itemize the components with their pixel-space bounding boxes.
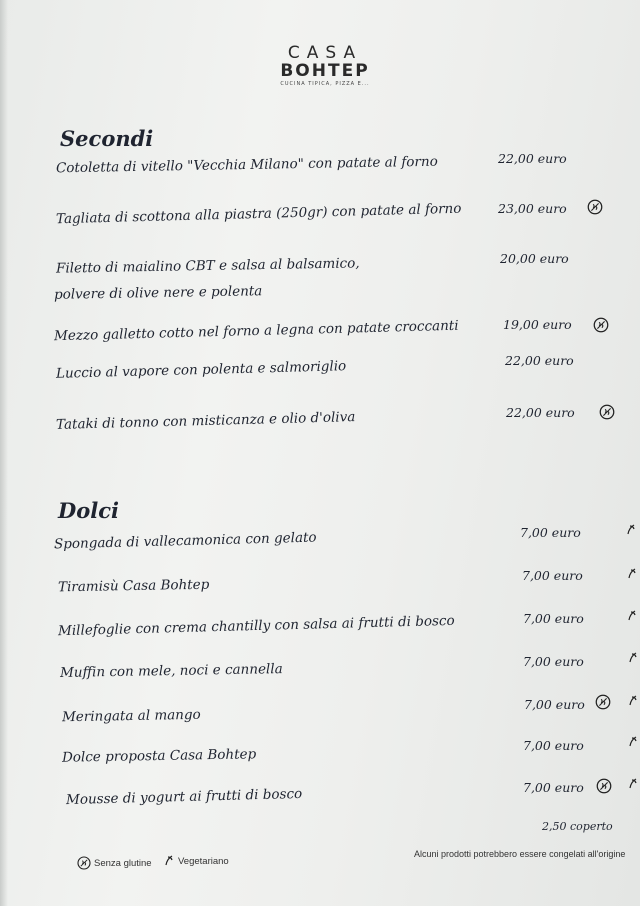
gluten-free-icon: [76, 855, 92, 871]
secondi-item-3-price: 20,00 euro: [500, 251, 569, 266]
section-title-secondi: Secondi: [60, 126, 154, 151]
vegetarian-icon: [628, 693, 638, 707]
secondi-item-6-price: 22,00 euro: [506, 405, 575, 420]
dolci-item-6-price: 7,00 euro: [523, 738, 584, 753]
dolci-item-7-price: 7,00 euro: [523, 780, 584, 795]
legend-gluten-free-label: Senza glutine: [94, 858, 152, 869]
dolci-item-4-price: 7,00 euro: [523, 654, 584, 669]
dolci-item-1-price: 7,00 euro: [520, 525, 581, 540]
secondi-item-5-price: 22,00 euro: [505, 353, 574, 368]
frozen-products-note: Alcuni prodotti potrebbero essere congelati all'origine: [414, 849, 626, 859]
secondi-item-4-name: Mezzo galletto cotto nel forno a legna con patate croccanti: [53, 317, 459, 345]
secondi-item-2-name: Tagliata di scottona alla piastra (250gr) con patate al forno: [55, 200, 462, 228]
dolci-item-6-name: Dolce proposta Casa Bohtep: [61, 746, 257, 766]
dolci-item-5-name: Meringata al mango: [61, 706, 201, 726]
restaurant-logo: [270, 44, 380, 96]
dolci-item-2-price: 7,00 euro: [522, 568, 583, 583]
logo-top-text: CASA: [287, 43, 363, 63]
page-edge-shadow: [0, 0, 8, 906]
vegetarian-icon: [627, 608, 637, 622]
dolci-item-1-name: Spongada di vallecamonica con gelato: [53, 529, 317, 553]
vegetarian-icon: [628, 776, 638, 790]
legend-vegetarian-label: Vegetariano: [178, 856, 229, 867]
vegetarian-icon: [628, 650, 638, 664]
secondi-item-2-price: 23,00 euro: [498, 201, 567, 216]
secondi-item-3-name: Filetto di maialino CBT e salsa al balsamico,: [55, 255, 360, 277]
secondi-item-3-name-line2: polvere di olive nere e polenta: [53, 283, 263, 303]
dolci-item-5-price: 7,00 euro: [524, 697, 585, 712]
dolci-item-2-name: Tiramisù Casa Bohtep: [57, 576, 210, 596]
gluten-free-icon: [595, 777, 613, 795]
vegetarian-icon: [626, 522, 636, 536]
vegetarian-icon: [627, 566, 637, 580]
section-title-dolci: Dolci: [58, 498, 119, 523]
secondi-item-6-name: Tataki di tonno con misticanza e olio d'oliva: [55, 409, 356, 433]
secondi-item-5-name: Luccio al vapore con polenta e salmoriglio: [55, 358, 347, 382]
dolci-item-4-name: Muffin con mele, noci e cannella: [59, 661, 283, 681]
gluten-free-icon: [598, 403, 616, 421]
gluten-free-icon: [594, 693, 612, 711]
dolci-item-7-name: Mousse di yogurt ai frutti di bosco: [65, 785, 303, 809]
coperto-text: 2,50 coperto: [542, 820, 613, 833]
gluten-free-icon: [586, 198, 604, 216]
gluten-free-icon: [592, 316, 610, 334]
secondi-item-1-price: 22,00 euro: [498, 151, 567, 166]
dolci-item-3-name: Millefoglie con crema chantilly con salsa ai frutti di bosco: [57, 612, 455, 640]
secondi-item-4-price: 19,00 euro: [503, 317, 572, 332]
vegetarian-icon: [628, 734, 638, 748]
secondi-item-1-name: Cotoletta di vitello "Vecchia Milano" con patate al forno: [55, 153, 438, 177]
vegetarian-icon: [164, 853, 174, 867]
logo-subtitle: CUCINA TIPICA, PIZZA E...: [280, 81, 370, 87]
dolci-item-3-price: 7,00 euro: [523, 611, 584, 626]
logo-bottom-text: BOHTEP: [280, 61, 370, 81]
